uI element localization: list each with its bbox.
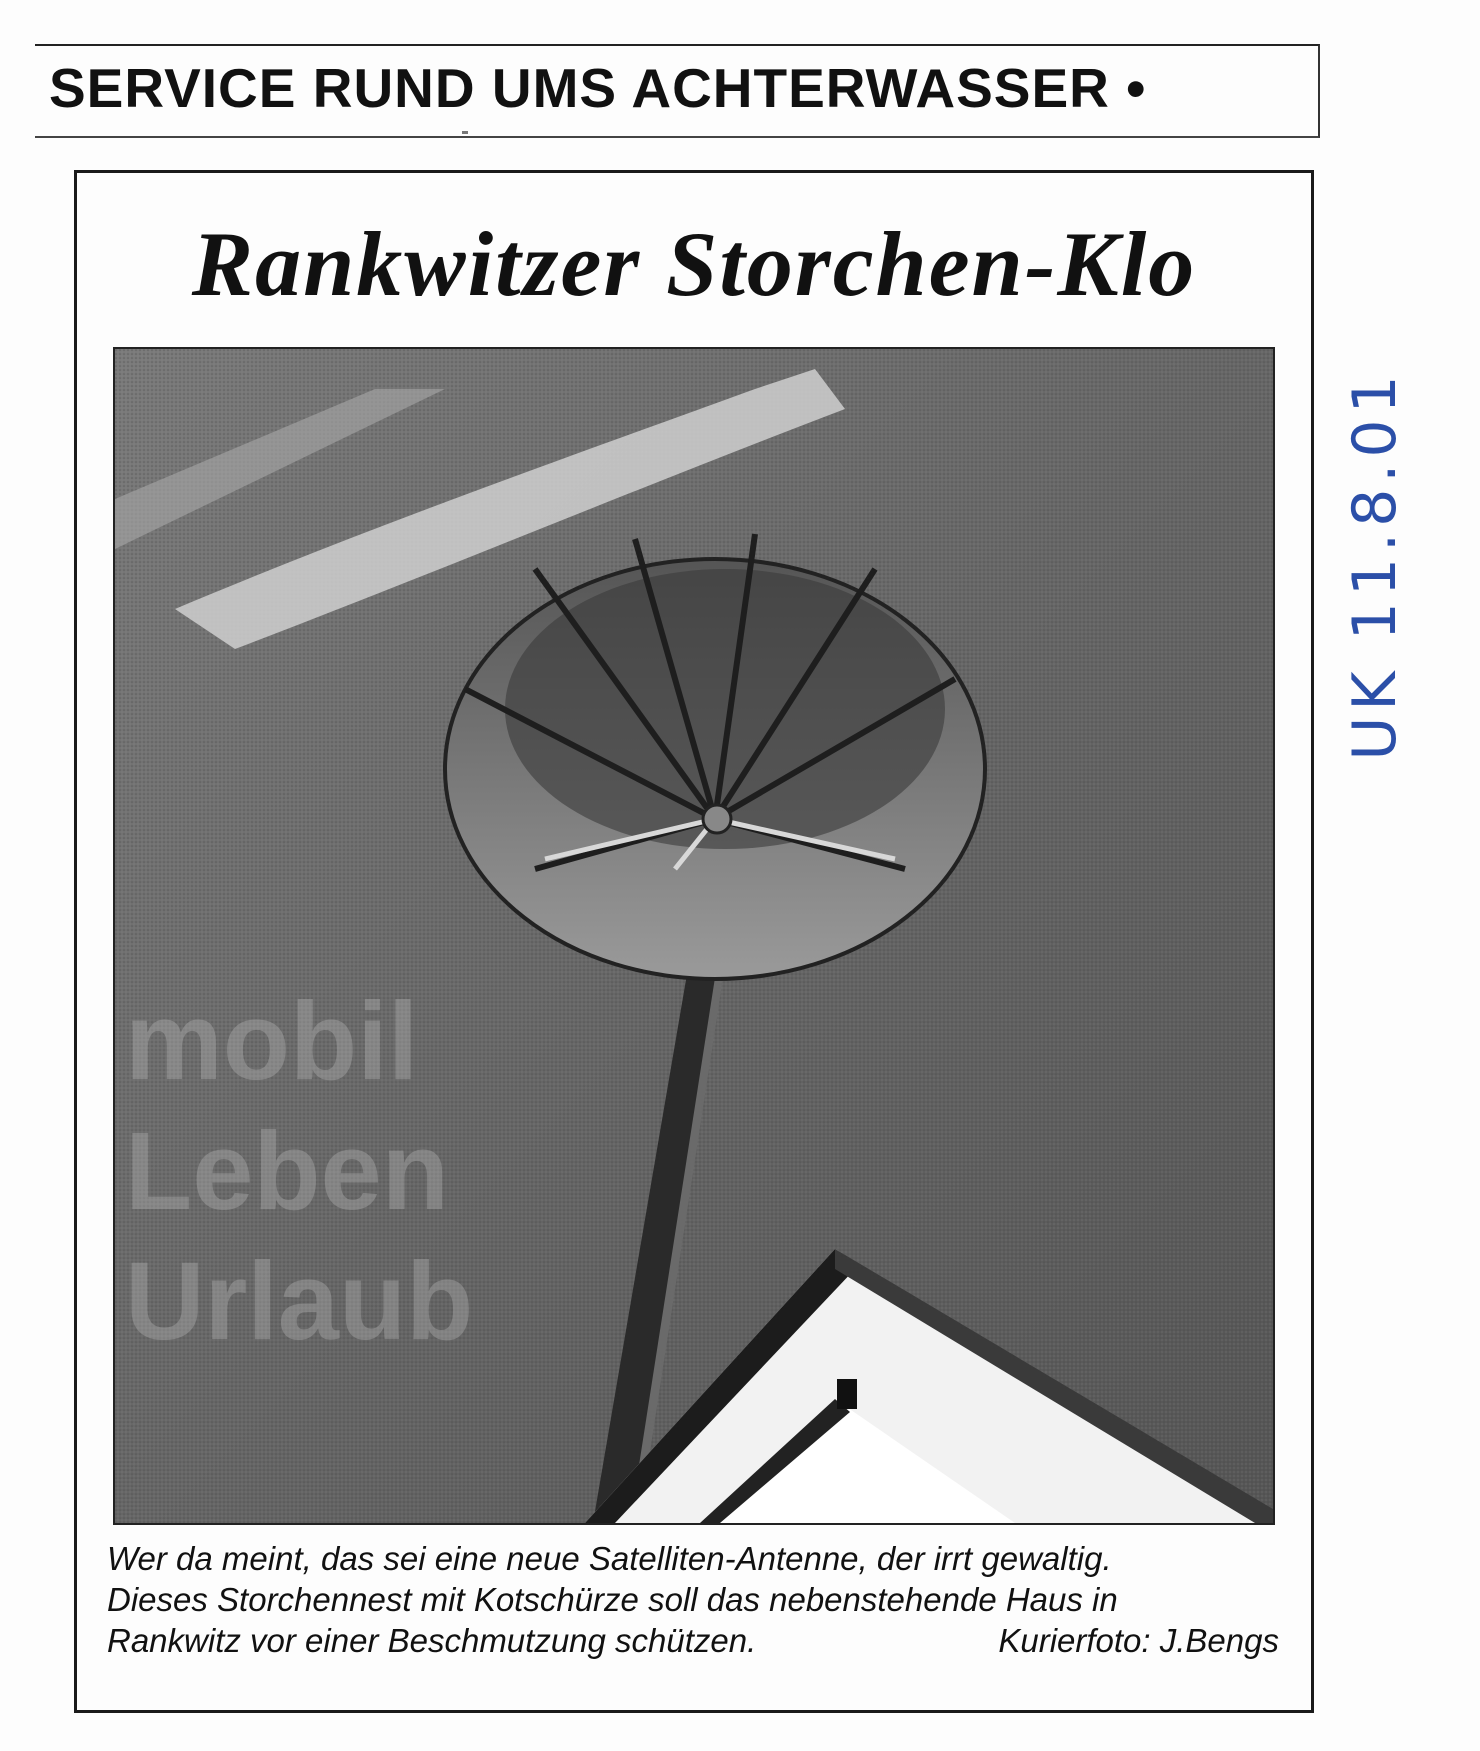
section-title: SERVICE RUND UMS ACHTERWASSER • <box>49 57 1147 119</box>
photo-credit: Kurierfoto: J.Bengs <box>998 1622 1279 1659</box>
section-header <box>35 44 1320 138</box>
caption-text: Rankwitz vor einer Beschmutzung schützen. <box>107 1622 757 1659</box>
scan-speck <box>462 131 468 134</box>
caption-line-1: Wer da meint, das sei eine neue Satelliten-Antenne, der irrt gewaltig. <box>107 1540 1112 1577</box>
caption-line-2: Dieses Storchennest mit Kotschürze soll das nebenstehende Haus in <box>107 1581 1118 1618</box>
handwritten-date: UK 11.8.01 <box>1340 369 1410 761</box>
caption-line-3 <box>107 1620 1279 1661</box>
photo-caption <box>107 1538 1279 1661</box>
storks-nest-on-pole-icon <box>115 349 1273 1523</box>
handwritten-note <box>1340 330 1410 800</box>
svg-text:Leben: Leben <box>125 1110 449 1233</box>
article-box <box>74 170 1314 1713</box>
svg-text:mobil: mobil <box>125 980 419 1103</box>
svg-text:Urlaub: Urlaub <box>125 1240 474 1363</box>
headline: Rankwitzer Storchen-Klo <box>191 213 1197 315</box>
photo <box>113 347 1275 1525</box>
